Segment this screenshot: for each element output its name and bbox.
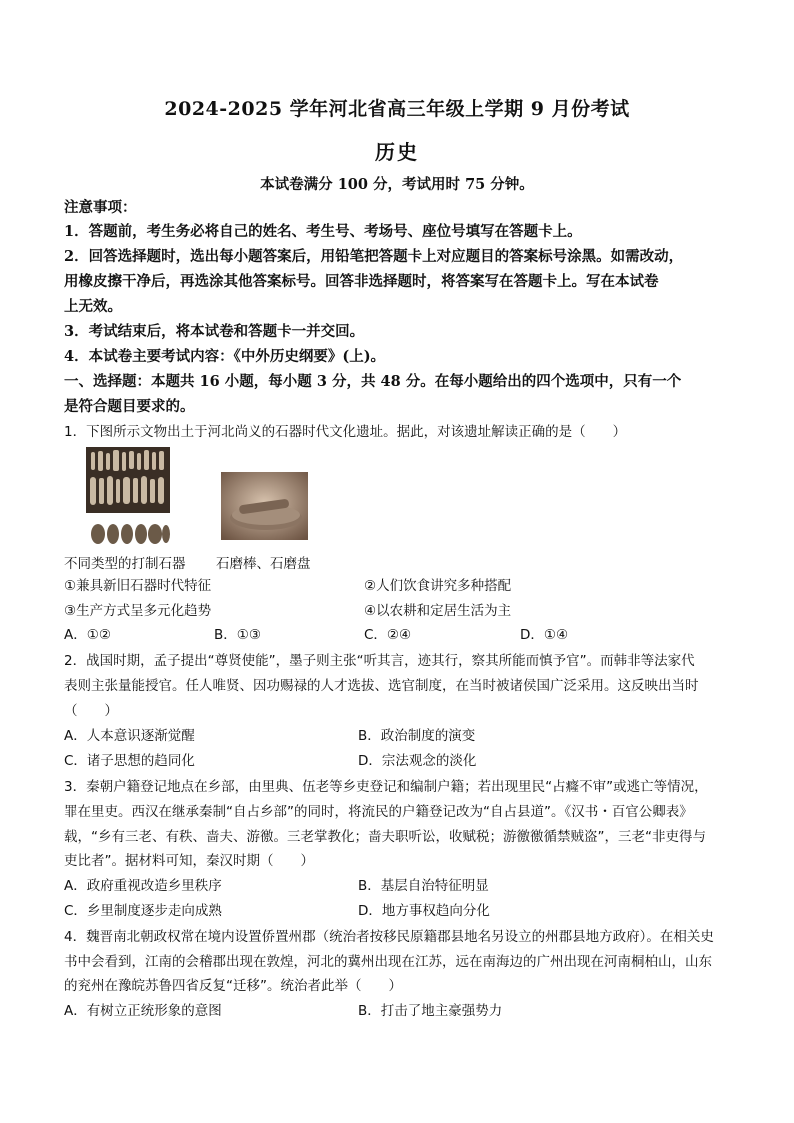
q4-stem: 书中会看到，江南的会稽郡出现在敦煌，河北的冀州出现在江苏，远在南海边的广州出现在河南桐柏山，山东 — [64, 954, 712, 970]
q1-statement: ④以农耕和定居生活为主 — [364, 603, 512, 619]
q2-stem: 2．战国时期，孟子提出“尊贤使能”，墨子则主张“听其言，迹其行，察其所能而慎予官”。而韩非等法家代 — [64, 653, 695, 669]
q1-option-b: B．①③ — [214, 627, 261, 643]
q1-caption-2: 石磨棒、石磨盘 — [216, 556, 311, 572]
q3-option-c: C．乡里制度逐步走向成熟 — [64, 903, 222, 919]
exam-meta: 本试卷满分 100 分，考试用时 75 分钟。 — [260, 176, 534, 193]
notes-line: 1．答题前，考生务必将自己的姓名、考生号、考场号、座位号填写在答题卡上。 — [64, 223, 582, 240]
q3-option-a: A．政府重视改造乡里秩序 — [64, 878, 222, 894]
q4-stem: 4．魏晋南北朝政权常在境内设置侨置州郡（统治者按移民原籍郡县地名另设立的州郡县地方政府）。在相关史 — [64, 929, 714, 945]
q1-option-d: D．①④ — [520, 627, 569, 643]
exam-title: 2024-2025 学年河北省高三年级上学期 9 月份考试 — [164, 98, 630, 120]
q1-option-c: C．②④ — [364, 627, 412, 643]
notes-line: 用橡皮擦干净后，再选涂其他答案标号。回答非选择题时，将答案写在答题卡上。写在本试卷 — [64, 273, 659, 290]
notes-line: 上无效。 — [64, 298, 122, 315]
q3-stem: 载，“乡有三老、有秩、啬夫、游徼。三老掌教化；啬夫职听讼，收赋税；游徼徼循禁贼盗”，三老“非吏得与 — [64, 829, 706, 845]
q2-stem: 表则主张量能授官。任人唯贤、因功赐禄的人才选拔、选官制度，在当时被诸侯国广泛采用。这反映出当时 — [64, 678, 699, 694]
notes-line: 3．考试结束后，将本试卷和答题卡一并交回。 — [64, 323, 365, 340]
q4-option-b: B．打击了地主豪强势力 — [358, 1003, 503, 1019]
notes-line: 2．回答选择题时，选出每小题答案后，用铅笔把答题卡上对应题目的答案标号涂黑。如需改动， — [64, 248, 684, 265]
q4-stem: 的兖州在豫皖苏鲁四省反复“迁移”。统治者此举（ ） — [64, 978, 402, 994]
subject-title: 历史 — [375, 140, 419, 164]
q2-option-a: A．人本意识逐渐觉醒 — [64, 728, 195, 744]
q1-statement: ②人们饮食讲究多种搭配 — [364, 578, 512, 594]
q1-stem: 1．下图所示文物出土于河北尚义的石器时代文化遗址。据此，对该遗址解读正确的是（ ） — [64, 424, 627, 440]
q2-option-d: D．宗法观念的淡化 — [358, 753, 477, 769]
section-heading-cont: 是符合题目要求的。 — [64, 398, 195, 415]
grinding-stone-photo — [221, 472, 308, 540]
q1-caption-1: 不同类型的打制石器 — [64, 556, 186, 572]
q3-stem: 3．秦朝户籍登记地点在乡部，由里典、伍老等乡吏登记和编制户籍；若出现里民“占癃不审”或逃亡等情况， — [64, 779, 708, 795]
q1-statement: ①兼具新旧石器时代特征 — [64, 578, 212, 594]
q3-option-d: D．地方事权趋向分化 — [358, 903, 490, 919]
stone-tools-photo — [86, 447, 170, 547]
notes-heading: 注意事项： — [64, 199, 137, 216]
q3-stem: 罪在里吏。西汉在继承秦制“自占乡部”的同时，将流民的户籍登记改为“自占县道”。《汉书・百官公卿表》 — [64, 804, 693, 820]
q2-stem: （ ） — [64, 703, 118, 719]
q1-option-a: A．①② — [64, 627, 111, 643]
section-heading: 一、选择题：本题共 16 小题，每小题 3 分，共 48 分。在每小题给出的四个选项中，只有一个 — [64, 373, 682, 390]
q2-option-b: B．政治制度的演变 — [358, 728, 476, 744]
notes-line: 4．本试卷主要考试内容：《中外历史纲要》(上)。 — [64, 348, 386, 365]
q2-option-c: C．诸子思想的趋同化 — [64, 753, 195, 769]
q3-stem: 吏比者”。据材料可知，秦汉时期（ ） — [64, 853, 314, 869]
q1-statement: ③生产方式呈多元化趋势 — [64, 603, 212, 619]
q4-option-a: A．有树立正统形象的意图 — [64, 1003, 222, 1019]
q3-option-b: B．基层自治特征明显 — [358, 878, 489, 894]
